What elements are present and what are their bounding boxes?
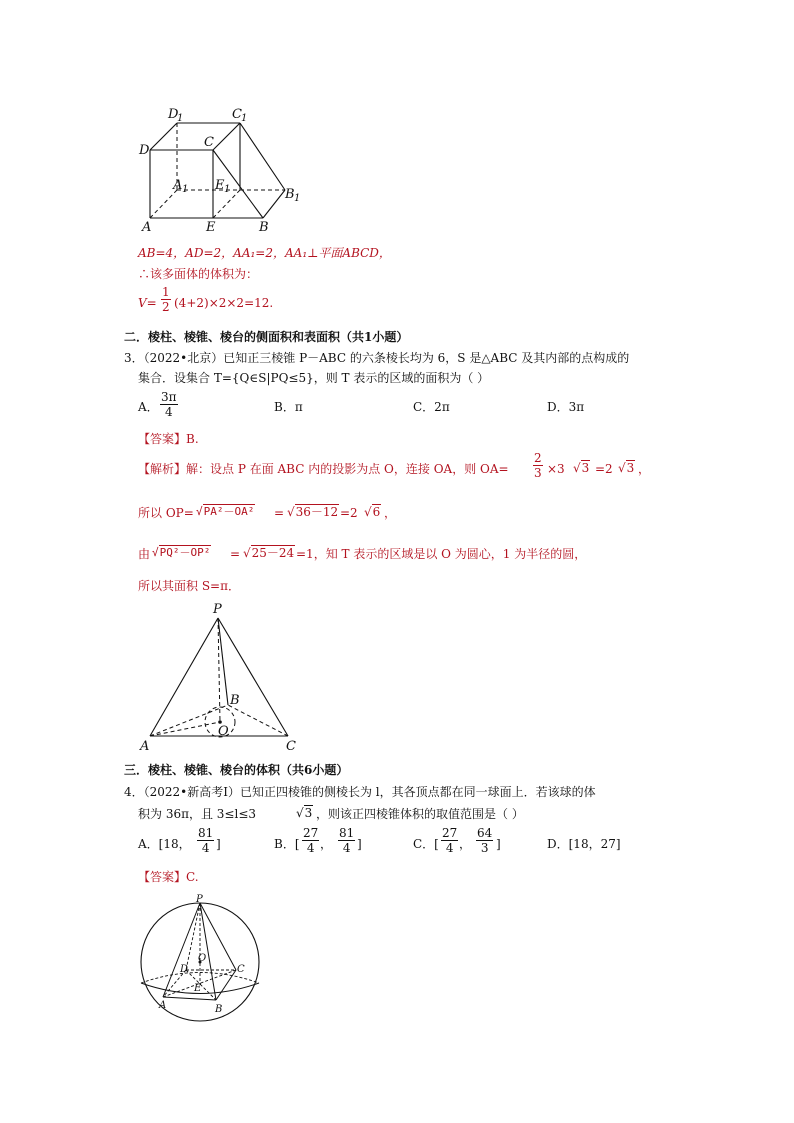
q4-option-c-fraction1 — [441, 826, 458, 855]
fraction-numerator: 1 — [162, 285, 170, 299]
q3-analysis-line2-radical3: √6 — [364, 505, 381, 519]
fraction-numerator: 27 — [442, 826, 458, 840]
label-C: C — [237, 964, 245, 975]
q3-analysis-line1: 解：设点 P 在面 ABC 内的投影为点 O，连接 OA，则 OA= — [186, 462, 509, 476]
polyhedron-figure — [135, 100, 310, 235]
label-B1-sub: 1 — [294, 193, 301, 204]
prev-solution-fraction — [161, 285, 171, 314]
fraction-numerator: 27 — [303, 826, 319, 840]
label-A1: A — [173, 178, 183, 193]
label-D: D — [139, 143, 150, 158]
q4-option-b-mid: ， — [320, 837, 333, 851]
label-C: C — [204, 135, 214, 150]
prev-solution-line1: AB=4，AD=2，AA₁=2，AA₁⊥平面ABCD， — [138, 246, 391, 260]
radicand: 3 — [626, 461, 635, 475]
q4-option-b-post: ] — [357, 837, 362, 851]
radicand: 3 — [304, 806, 313, 820]
fraction-denominator: 2 — [162, 300, 170, 314]
fraction-denominator: 4 — [164, 405, 173, 419]
q3-stem-line1: 3．（2022•北京）已知正三棱锥 P－ABC 的六条棱长均为 6，S 是△ABC 及其内部的点构成的 — [124, 351, 630, 365]
q3-analysis-line2-radical2: √36－12 — [287, 505, 339, 519]
radicand: 36－12 — [295, 505, 339, 519]
fraction-numerator: 2 — [534, 451, 542, 465]
q4-option-c-fraction2 — [476, 826, 493, 855]
label-O: O — [218, 724, 229, 739]
fraction-denominator: 3 — [534, 466, 542, 480]
fraction-numerator: 81 — [198, 826, 214, 840]
label-A1-sub: 1 — [182, 184, 189, 195]
label-B: B — [215, 1004, 223, 1015]
radicand: 25－24 — [251, 546, 295, 560]
q4-option-b-fraction1 — [302, 826, 319, 855]
q3-analysis-fraction — [533, 451, 543, 480]
label-E1-sub: 1 — [224, 184, 231, 195]
q3-analysis-line1-end: ， — [638, 462, 651, 476]
label-C1-sub: 1 — [241, 113, 248, 124]
q3-analysis-line2-end: ， — [384, 506, 397, 520]
q3-option-b: B．π — [274, 400, 303, 414]
q4-option-d: D．[18，27] — [547, 837, 621, 851]
label-P: P — [196, 894, 203, 905]
label-E: E — [206, 220, 216, 235]
q3-analysis-line4: 所以其面积 S=π． — [138, 579, 240, 593]
prev-solution-line3-post: (4+2)×2×2=12. — [174, 296, 274, 310]
q3-analysis-line3-post: =1，知 T 表示的区域是以 O 为圆心，1 为半径的圆， — [296, 547, 587, 561]
q3-option-a-label: A． — [138, 400, 159, 414]
q4-answer: 【答案】C. — [138, 870, 199, 884]
q3-stem-line2: 集合．设集合 T={Q∈S|PQ≤5}，则 T 表示的区域的面积为（ ） — [138, 371, 490, 385]
label-D1: D — [168, 107, 179, 122]
radicand: 3 — [581, 461, 590, 475]
q3-answer: 【答案】B. — [138, 432, 199, 446]
q3-analysis-tag: 【解析】 — [138, 462, 187, 476]
label-A: A — [140, 739, 150, 754]
q3-analysis-line2-pre: 所以 OP= — [138, 506, 194, 520]
radicand: 6 — [372, 505, 381, 519]
radicand: PA²－OA² — [203, 505, 255, 518]
label-E1: E — [215, 178, 225, 193]
fraction-denominator: 4 — [342, 841, 351, 855]
q3-analysis-line2-radical1: √PA²－OA² — [196, 505, 255, 518]
q4-option-a-fraction — [197, 826, 214, 855]
fraction-denominator: 4 — [201, 841, 210, 855]
q3-analysis-line2-eq: = — [274, 506, 285, 520]
q3-analysis-line3-radical1: √PQ²－OP² — [152, 546, 211, 559]
q4-stem-line2-radical: √3 — [296, 806, 313, 820]
q3-analysis-line3-pre: 由 — [138, 547, 151, 561]
q3-analysis-line1-radical2: √3 — [618, 461, 635, 475]
section2-title: 二．棱柱、棱锥、棱台的侧面积和表面积（共1小题） — [124, 330, 409, 344]
fraction-denominator: 3 — [480, 841, 489, 855]
label-A: A — [142, 220, 152, 235]
q3-option-a-fraction — [160, 390, 178, 419]
fraction-denominator: 4 — [445, 841, 454, 855]
sphere-pyramid-figure — [138, 892, 266, 1020]
label-C: C — [286, 739, 296, 754]
q3-analysis-line3-eq: = — [230, 547, 241, 561]
radicand: PQ²－OP² — [159, 546, 211, 559]
q3-analysis-line1-radical1: √3 — [573, 461, 590, 475]
q4-stem-line2-post: ，则该正四棱锥体积的取值范围是（ ） — [316, 807, 524, 821]
label-P: P — [213, 602, 222, 617]
fraction-numerator: 3π — [161, 390, 177, 404]
section3-title: 三．棱柱、棱锥、棱台的体积（共6小题） — [124, 763, 349, 777]
label-A: A — [159, 1000, 167, 1011]
q3-option-c: C．2π — [413, 400, 450, 414]
label-B: B — [259, 220, 269, 235]
prev-solution-line2: ∴该多面体的体积为： — [138, 267, 259, 281]
q4-option-c-post: ] — [496, 837, 501, 851]
q4-option-a-pre: A．[18， — [138, 837, 191, 851]
q3-analysis-line2-post: =2 — [340, 506, 358, 520]
q3-analysis-line1-eq: =2 — [595, 462, 613, 476]
q4-option-c-pre: C．[ — [413, 837, 439, 851]
q4-option-b-pre: B．[ — [274, 837, 300, 851]
q4-stem-line1: 4．（2022•新高考Ⅰ）已知正四棱锥的侧棱长为 l，其各顶点都在同一球面上．若该球的体 — [124, 785, 596, 799]
label-O: O — [198, 953, 207, 964]
fraction-numerator: 81 — [339, 826, 355, 840]
q3-analysis-line1-times: ×3 — [547, 462, 565, 476]
label-B1: B — [285, 187, 295, 202]
q4-option-a-post: ] — [216, 837, 221, 851]
fraction-numerator: 64 — [477, 826, 493, 840]
q3-analysis-line3-radical2: √25－24 — [243, 546, 295, 560]
label-D: D — [180, 964, 189, 975]
q4-option-b-fraction2 — [338, 826, 355, 855]
tetrahedron-figure — [140, 600, 305, 755]
q3-option-d: D．3π — [547, 400, 585, 414]
label-D1-sub: 1 — [177, 113, 184, 124]
q4-stem-line2-pre: 积为 36π，且 3≤l≤3 — [138, 807, 257, 821]
fraction-denominator: 4 — [306, 841, 315, 855]
label-C1: C — [232, 107, 242, 122]
label-B: B — [230, 693, 240, 708]
label-E: E — [194, 983, 202, 994]
q4-option-c-mid: ， — [459, 837, 472, 851]
prev-solution-line3-pre: V= — [138, 296, 157, 310]
